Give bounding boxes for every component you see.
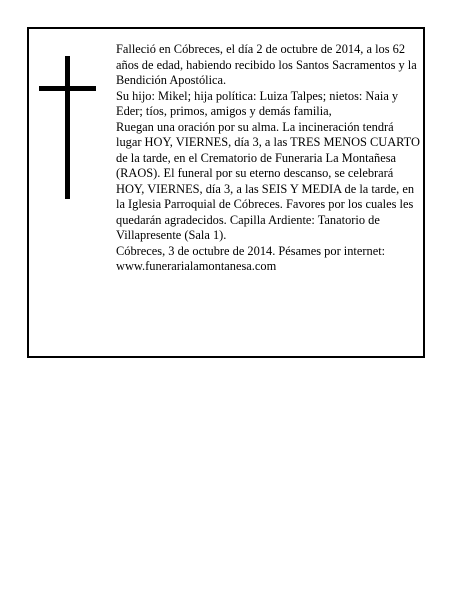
notice-paragraph-services: Ruegan una oración por su alma. La incineración tendrá lugar HOY, VIERNES, día 3, a las TRES MENOS CUARTO de la tarde, en el Crematorio de Funeraria La Montañesa (RAOS). El funeral por su eterno descanso, se celebrará HOY, VIERNES, día 3, a las SEIS Y MEDIA de la tarde, en la Iglesia Parroquial de Cóbreces. Favores por los cuales les quedarán agradecidos. Capilla Ardiente: Tanatorio de Villapresente (Sala 1). — [116, 119, 420, 242]
cross-icon — [39, 56, 99, 201]
notice-paragraph-family: Su hijo: Mikel; hija política: Luiza Talpes; nietos: Naia y Eder; tíos, primos, amigos y demás familia, — [116, 88, 399, 118]
obituary-notice — [27, 27, 425, 358]
cross-vertical-bar — [65, 56, 70, 199]
notice-body — [116, 42, 421, 275]
notice-paragraph-condolences: Cóbreces, 3 de octubre de 2014. Pésames por internet: www.funerarialamontanesa.com — [116, 243, 386, 273]
notice-paragraph-death: Falleció en Cóbreces, el día 2 de octubre de 2014, a los 62 años de edad, habiendo recibido los Santos Sacramentos y la Bendición Apostólica. — [116, 42, 417, 87]
cross-horizontal-bar — [39, 86, 96, 91]
